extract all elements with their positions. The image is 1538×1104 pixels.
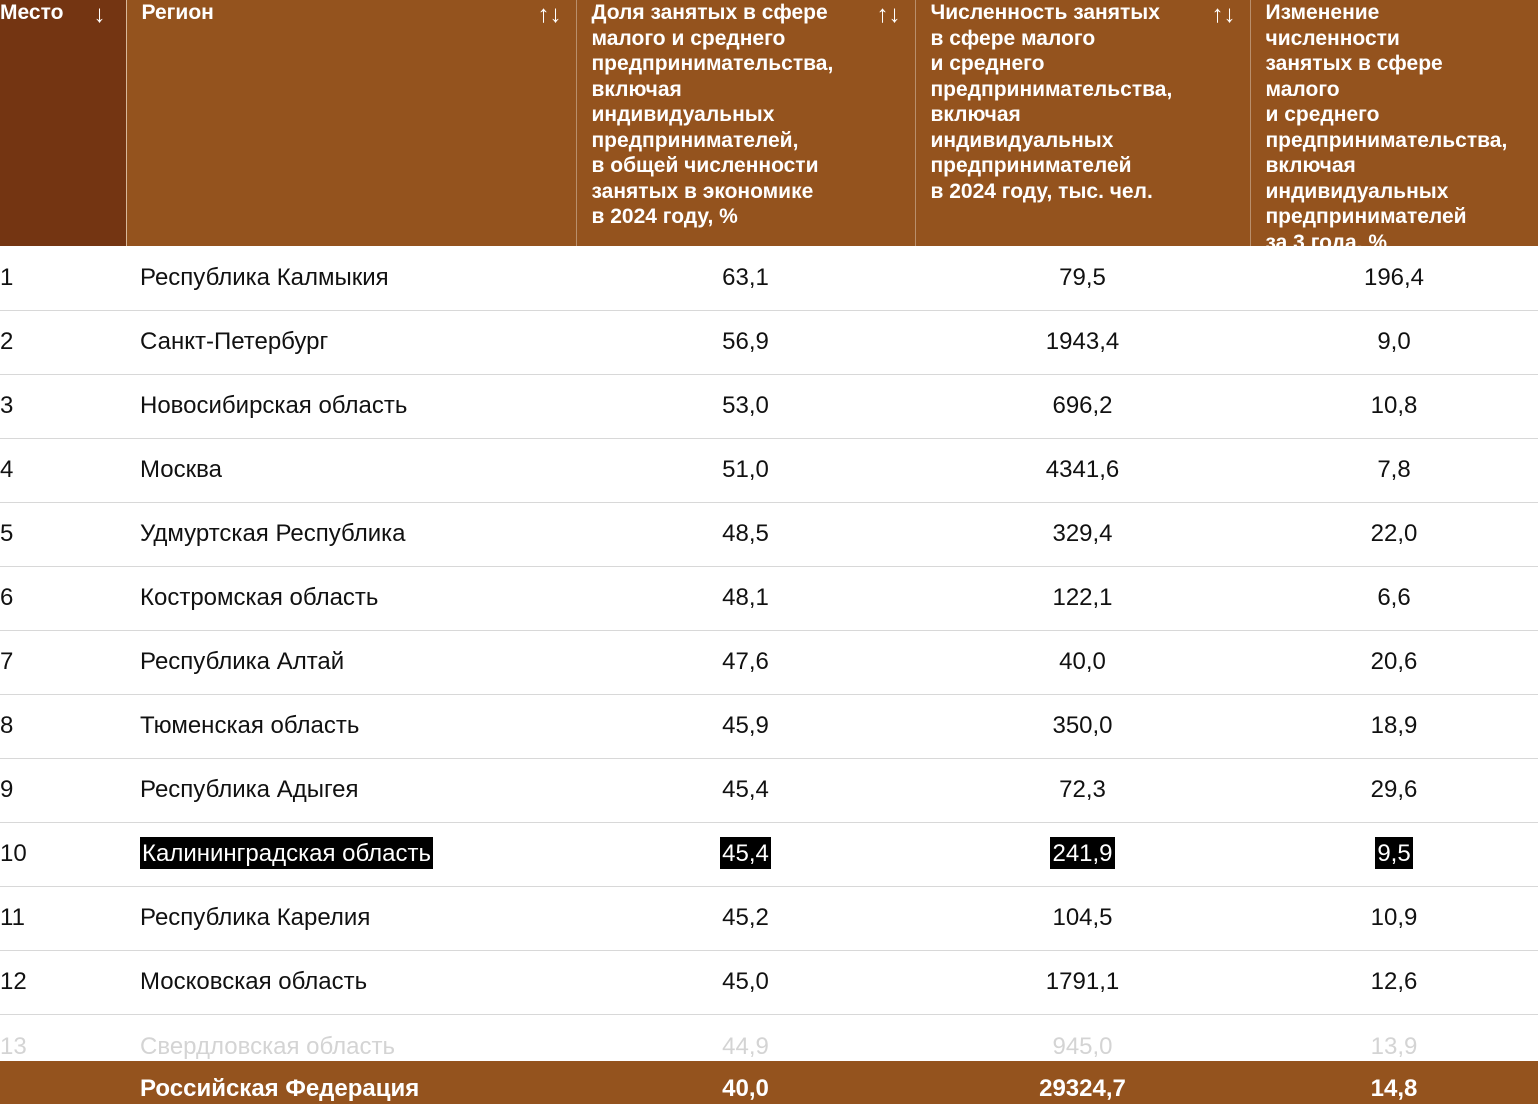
rank-cell	[0, 374, 126, 438]
rank-cell	[0, 630, 126, 694]
table-row	[0, 630, 1538, 694]
change-cell	[1250, 822, 1538, 886]
rank-cell	[0, 950, 126, 1014]
count-cell	[915, 886, 1250, 950]
header-line: включая	[591, 77, 682, 101]
count-cell	[915, 950, 1250, 1014]
count-cell	[915, 758, 1250, 822]
share-cell-text: 63,1	[722, 263, 769, 291]
share-cell	[576, 694, 915, 758]
share-cell-text: 45,4	[720, 837, 771, 869]
change-cell-text: 196,4	[1363, 263, 1425, 291]
column-header-share[interactable]	[576, 0, 915, 246]
share-cell	[576, 822, 915, 886]
rank-cell	[0, 758, 126, 822]
change-cell-text: 10,8	[1370, 392, 1418, 419]
region-cell-text: Республика Карелия	[140, 904, 371, 931]
change-cell-text: 20,6	[1370, 648, 1418, 675]
total-rank-cell	[0, 1061, 126, 1104]
count-cell-text: 241,9	[1050, 837, 1114, 869]
region-cell	[126, 502, 576, 566]
header-line: предпринимательства,	[591, 52, 834, 75]
change-cell	[1250, 950, 1538, 1014]
column-header-change-label	[1266, 0, 1538, 255]
table-row	[0, 374, 1538, 438]
column-header-count[interactable]	[915, 0, 1250, 246]
table-row	[0, 950, 1538, 1014]
change-cell	[1250, 310, 1538, 374]
region-cell-text: Калининградская область	[140, 837, 433, 869]
count-cell-text: 40,0	[1059, 648, 1106, 675]
header-line: в общей численности	[591, 154, 819, 177]
change-cell-text: 22,0	[1370, 520, 1418, 547]
sort-desc-icon[interactable]: ↓	[93, 1, 106, 28]
change-cell-text: 9,0	[1377, 328, 1411, 355]
count-cell	[915, 822, 1250, 886]
count-cell-text: 1791,1	[1045, 968, 1120, 995]
header-line: малого и среднего	[591, 26, 786, 50]
share-cell	[576, 630, 915, 694]
region-cell	[126, 950, 576, 1014]
rank-cell	[0, 886, 126, 950]
change-cell-text: 10,9	[1370, 904, 1418, 931]
change-cell	[1250, 374, 1538, 438]
count-cell-text: 350,0	[1052, 712, 1113, 739]
region-cell	[126, 822, 576, 886]
change-cell-text: 18,9	[1370, 712, 1418, 739]
rank-cell	[0, 694, 126, 758]
rank-cell-text: 5	[0, 520, 14, 547]
share-cell-text: 48,1	[722, 584, 769, 611]
header-line: включая	[930, 103, 1021, 126]
total-count: 29324,7	[1039, 1075, 1126, 1102]
header-line: предпринимателей	[930, 154, 1132, 177]
count-cell-text: 4341,6	[1045, 456, 1120, 483]
share-cell	[576, 246, 915, 310]
share-cell-text: 45,2	[722, 904, 769, 931]
column-header-rank[interactable]	[0, 0, 126, 246]
total-change: 14,8	[1370, 1075, 1418, 1102]
count-cell	[915, 374, 1250, 438]
table-row	[0, 502, 1538, 566]
header-line: индивидуальных	[930, 128, 1114, 152]
region-cell-text: Республика Калмыкия	[140, 263, 389, 291]
count-cell-text: 72,3	[1059, 776, 1106, 803]
count-cell	[915, 310, 1250, 374]
table-row	[0, 694, 1538, 758]
share-cell-text: 48,5	[722, 520, 769, 547]
table-row	[0, 822, 1538, 886]
rank-cell-text: 8	[0, 712, 14, 739]
rank-cell	[0, 310, 126, 374]
rank-cell-text: 7	[0, 648, 14, 675]
change-cell-text: 7,8	[1377, 456, 1411, 483]
change-cell	[1250, 630, 1538, 694]
share-cell-text: 47,6	[722, 648, 769, 675]
header-line: Доля занятых в сфере	[591, 1, 828, 24]
region-cell	[126, 630, 576, 694]
share-cell-text: 44,9	[722, 1032, 769, 1060]
region-cell-text: Республика Адыгея	[140, 776, 359, 803]
count-cell-text: 122,1	[1052, 584, 1113, 611]
header-line: индивидуальных	[591, 103, 775, 126]
count-cell-text: 945,0	[1052, 1032, 1113, 1060]
header-line: предпринимательства,	[1265, 128, 1508, 152]
header-line: в 2024 году, тыс. чел.	[930, 179, 1153, 203]
total-row	[0, 1061, 1538, 1104]
change-cell	[1250, 246, 1538, 310]
header-line: и среднего	[1265, 103, 1380, 126]
rank-cell	[0, 566, 126, 630]
region-cell-text: Московская область	[140, 968, 368, 995]
region-cell	[126, 310, 576, 374]
region-cell-text: Москва	[140, 456, 222, 483]
count-cell	[915, 566, 1250, 630]
header-line: занятых в сфере малого	[1265, 52, 1443, 101]
header-line: за 3 года, %	[1265, 230, 1388, 254]
change-cell-text: 12,6	[1370, 968, 1418, 995]
header-line: индивидуальных	[1265, 179, 1449, 203]
count-cell	[915, 694, 1250, 758]
table-header-row	[0, 0, 1538, 246]
share-cell	[576, 374, 915, 438]
share-cell	[576, 438, 915, 502]
region-cell	[126, 438, 576, 502]
share-cell-text: 51,0	[722, 456, 769, 483]
region-cell	[126, 886, 576, 950]
rank-cell-text: 3	[0, 392, 14, 419]
rank-cell-text: 12	[0, 968, 27, 995]
header-line: предпринимательства,	[930, 77, 1173, 101]
count-cell-text: 329,4	[1052, 520, 1113, 547]
change-cell	[1250, 694, 1538, 758]
table-row	[0, 438, 1538, 502]
share-cell-text: 45,4	[722, 776, 769, 803]
column-header-rank-label: Место	[0, 1, 64, 24]
header-line: предпринимателей	[1265, 205, 1467, 228]
share-cell	[576, 502, 915, 566]
count-cell	[915, 438, 1250, 502]
table-row	[0, 1014, 1538, 1061]
total-region: Российская Федерация	[140, 1075, 420, 1102]
region-cell-text: Новосибирская область	[140, 392, 408, 419]
table-row	[0, 246, 1538, 310]
rank-cell	[0, 438, 126, 502]
rank-cell-text: 1	[0, 263, 14, 291]
rank-cell-text: 2	[0, 328, 14, 355]
count-cell	[915, 246, 1250, 310]
count-cell-text: 696,2	[1052, 392, 1113, 419]
header-line: в сфере малого	[930, 26, 1096, 50]
header-line: Изменение численности	[1265, 1, 1400, 50]
count-cell	[915, 630, 1250, 694]
rank-cell-text: 4	[0, 456, 14, 483]
table-row	[0, 566, 1538, 630]
share-cell	[576, 886, 915, 950]
column-header-change[interactable]	[1250, 0, 1538, 254]
region-cell-text: Санкт-Петербург	[140, 328, 329, 355]
rank-cell-text: 10	[0, 840, 27, 867]
share-cell	[576, 1014, 915, 1061]
region-cell	[126, 1014, 576, 1061]
rank-cell-text: 11	[0, 904, 25, 931]
region-cell-text: Костромская область	[140, 584, 379, 611]
header-line: включая	[1265, 154, 1356, 177]
change-cell	[1250, 438, 1538, 502]
change-cell-text: 13,9	[1370, 1032, 1418, 1060]
region-cell-text: Республика Алтай	[140, 648, 345, 675]
share-cell-text: 45,0	[722, 968, 769, 995]
region-cell-text: Тюменская область	[140, 712, 360, 739]
sort-both-icon[interactable]: ↑↓	[537, 1, 562, 28]
share-cell	[576, 566, 915, 630]
rank-cell	[0, 1014, 126, 1061]
change-cell	[1250, 502, 1538, 566]
region-cell-text: Удмуртская Республика	[140, 520, 406, 547]
rank-cell-text: 6	[0, 584, 14, 611]
share-cell	[576, 950, 915, 1014]
table-row	[0, 758, 1538, 822]
change-cell	[1250, 1014, 1538, 1061]
total-share: 40,0	[722, 1075, 769, 1102]
share-cell-text: 53,0	[722, 392, 769, 419]
change-cell	[1250, 886, 1538, 950]
region-cell	[126, 694, 576, 758]
table-row	[0, 886, 1538, 950]
count-cell-text: 79,5	[1059, 263, 1106, 291]
header-line: предпринимателей,	[591, 128, 799, 152]
sort-both-icon[interactable]: ↑↓	[1211, 1, 1236, 28]
rank-cell	[0, 246, 126, 310]
column-header-region[interactable]	[126, 0, 576, 246]
region-cell	[126, 374, 576, 438]
share-cell	[576, 310, 915, 374]
column-header-region-label: Регион	[141, 1, 214, 24]
region-cell	[126, 246, 576, 310]
change-cell-text: 6,6	[1377, 584, 1411, 611]
rank-cell	[0, 502, 126, 566]
header-line: Численность занятых	[930, 1, 1160, 24]
header-line: занятых в экономике	[591, 179, 814, 203]
column-header-count-label	[931, 0, 1250, 204]
change-cell-text: 9,5	[1375, 837, 1412, 869]
share-cell	[576, 758, 915, 822]
region-cell	[126, 566, 576, 630]
table-body	[0, 246, 1538, 1061]
count-cell-text: 1943,4	[1045, 328, 1120, 355]
column-header-share-label	[592, 0, 915, 230]
count-cell-text: 104,5	[1052, 904, 1113, 931]
change-cell	[1250, 758, 1538, 822]
region-cell-text: Свердловская область	[140, 1032, 395, 1060]
rank-cell-text: 9	[0, 776, 14, 803]
share-cell-text: 45,9	[722, 712, 769, 739]
rank-cell	[0, 822, 126, 886]
region-cell	[126, 758, 576, 822]
share-cell-text: 56,9	[722, 328, 769, 355]
count-cell	[915, 1014, 1250, 1061]
table-row	[0, 310, 1538, 374]
header-line: и среднего	[930, 52, 1045, 75]
change-cell-text: 29,6	[1370, 776, 1418, 803]
change-cell	[1250, 566, 1538, 630]
sort-both-icon[interactable]: ↑↓	[876, 1, 901, 28]
header-line: в 2024 году, %	[591, 205, 738, 228]
rank-cell-text: 13	[0, 1032, 27, 1060]
count-cell	[915, 502, 1250, 566]
